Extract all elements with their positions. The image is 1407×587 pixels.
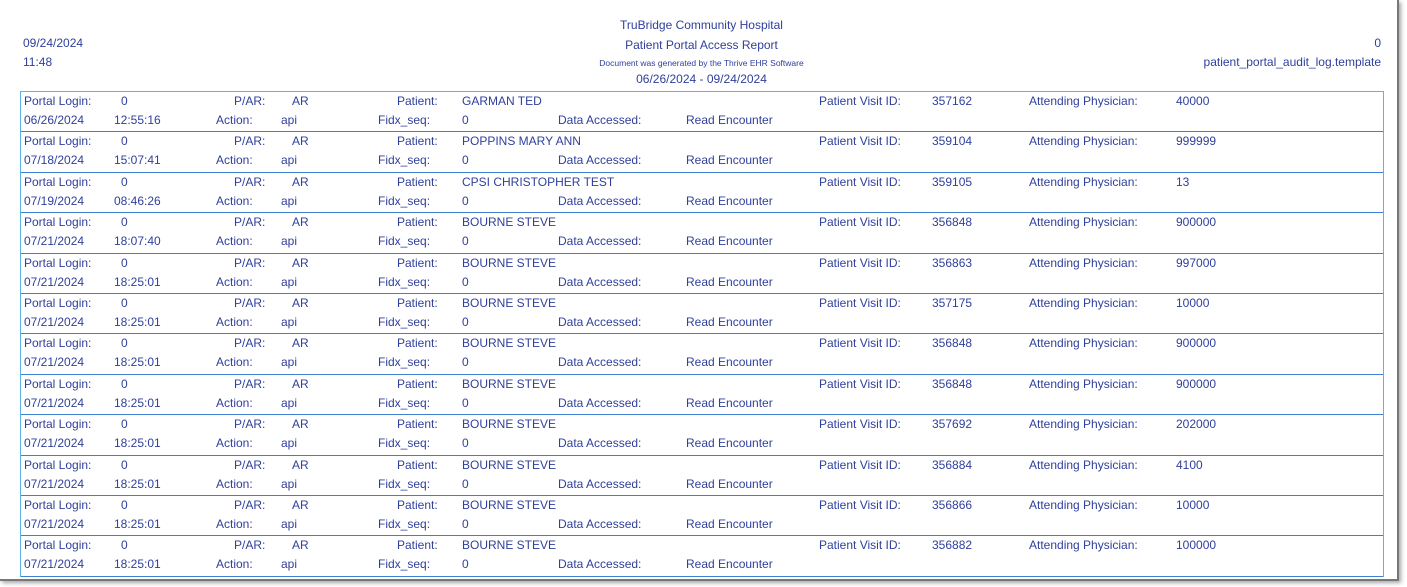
patient-label: Patient: xyxy=(397,215,438,230)
action-label: Action: xyxy=(216,395,253,410)
date-value: 07/21/2024 xyxy=(24,234,85,249)
patient-label: Patient: xyxy=(397,295,438,310)
data-accessed-label: Data Accessed: xyxy=(558,355,642,370)
par-label: P/AR: xyxy=(234,295,266,310)
par-label: P/AR: xyxy=(234,417,266,432)
data-accessed-value: Read Encounter xyxy=(686,153,773,168)
data-accessed-value: Read Encounter xyxy=(686,395,773,410)
par-value: AR xyxy=(292,295,309,310)
portal-login-value: 0 xyxy=(121,417,128,432)
fidx-seq-value: 0 xyxy=(462,234,469,249)
fidx-seq-value: 0 xyxy=(462,436,469,451)
data-accessed-value: Read Encounter xyxy=(686,436,773,451)
physician-value: 999999 xyxy=(1176,134,1217,149)
physician-value: 900000 xyxy=(1176,215,1217,230)
physician-value: 40000 xyxy=(1176,94,1210,108)
data-accessed-label: Data Accessed: xyxy=(558,193,642,208)
patient-label: Patient: xyxy=(397,174,438,189)
portal-login-label: Portal Login: xyxy=(24,457,92,472)
date-value: 07/19/2024 xyxy=(24,193,85,208)
fidx-seq-value: 0 xyxy=(462,516,469,531)
par-label: P/AR: xyxy=(234,255,266,270)
data-accessed-value: Read Encounter xyxy=(686,557,773,572)
data-accessed-label: Data Accessed: xyxy=(558,395,642,410)
visit-id-value: 356884 xyxy=(932,457,973,472)
fidx-seq-label: Fidx_seq: xyxy=(378,234,431,249)
print-time: 11:48 xyxy=(23,55,53,69)
visit-id-label: Patient Visit ID: xyxy=(819,295,901,310)
action-label: Action: xyxy=(216,355,253,370)
par-value: AR xyxy=(292,417,309,432)
action-value: api xyxy=(281,355,298,370)
date-range: 06/26/2024 - 09/24/2024 xyxy=(636,72,767,86)
time-value: 18:25:01 xyxy=(114,476,161,491)
portal-login-label: Portal Login: xyxy=(24,376,92,391)
par-label: P/AR: xyxy=(234,174,266,189)
action-value: api xyxy=(281,274,298,289)
data-accessed-label: Data Accessed: xyxy=(558,314,642,329)
portal-login-label: Portal Login: xyxy=(24,538,92,553)
patient-value: GARMAN TED xyxy=(462,94,542,108)
portal-login-value: 0 xyxy=(121,255,128,270)
action-label: Action: xyxy=(216,193,253,208)
par-value: AR xyxy=(292,538,309,553)
action-label: Action: xyxy=(216,234,253,249)
fidx-seq-label: Fidx_seq: xyxy=(378,436,431,451)
data-accessed-label: Data Accessed: xyxy=(558,153,642,168)
time-value: 18:25:01 xyxy=(114,516,161,531)
time-value: 18:07:40 xyxy=(114,234,161,249)
physician-value: 900000 xyxy=(1176,376,1217,391)
visit-id-value: 356882 xyxy=(932,538,973,553)
visit-id-value: 359105 xyxy=(932,174,973,189)
par-label: P/AR: xyxy=(234,134,266,149)
template-name: patient_portal_audit_log.template xyxy=(1203,55,1381,69)
physician-label: Attending Physician: xyxy=(1029,94,1138,108)
data-accessed-label: Data Accessed: xyxy=(558,113,642,127)
portal-login-label: Portal Login: xyxy=(24,134,92,149)
action-label: Action: xyxy=(216,557,253,572)
action-label: Action: xyxy=(216,153,253,168)
physician-label: Attending Physician: xyxy=(1029,215,1138,230)
date-value: 07/21/2024 xyxy=(24,516,85,531)
patient-value: BOURNE STEVE xyxy=(462,417,557,432)
fidx-seq-label: Fidx_seq: xyxy=(378,395,431,410)
time-value: 18:25:01 xyxy=(114,274,161,289)
portal-login-value: 0 xyxy=(121,94,128,108)
fidx-seq-label: Fidx_seq: xyxy=(378,193,431,208)
time-value: 08:46:26 xyxy=(114,193,161,208)
visit-id-value: 356866 xyxy=(932,497,973,512)
portal-login-label: Portal Login: xyxy=(24,215,92,230)
fidx-seq-label: Fidx_seq: xyxy=(378,476,431,491)
record-row xyxy=(21,92,1383,132)
date-value: 07/21/2024 xyxy=(24,557,85,572)
physician-value: 997000 xyxy=(1176,255,1217,270)
physician-value: 202000 xyxy=(1176,417,1217,432)
date-value: 07/18/2024 xyxy=(24,153,85,168)
patient-label: Patient: xyxy=(397,134,438,149)
fidx-seq-value: 0 xyxy=(462,355,469,370)
physician-value: 10000 xyxy=(1176,295,1210,310)
visit-id-label: Patient Visit ID: xyxy=(819,417,901,432)
patient-label: Patient: xyxy=(397,336,438,351)
patient-label: Patient: xyxy=(397,538,438,553)
patient-value: BOURNE STEVE xyxy=(462,376,557,391)
par-value: AR xyxy=(292,94,309,108)
hospital-name: TruBridge Community Hospital xyxy=(620,18,783,32)
physician-value: 4100 xyxy=(1176,457,1203,472)
fidx-seq-value: 0 xyxy=(462,395,469,410)
record-row xyxy=(21,334,1383,374)
action-value: api xyxy=(281,557,298,572)
patient-value: CPSI CHRISTOPHER TEST xyxy=(462,174,615,189)
page-number: 0 xyxy=(1374,36,1381,50)
action-value: api xyxy=(281,234,298,249)
data-accessed-label: Data Accessed: xyxy=(558,557,642,572)
action-label: Action: xyxy=(216,436,253,451)
data-accessed-label: Data Accessed: xyxy=(558,274,642,289)
date-value: 07/21/2024 xyxy=(24,274,85,289)
par-value: AR xyxy=(292,255,309,270)
visit-id-value: 357692 xyxy=(932,417,973,432)
portal-login-value: 0 xyxy=(121,174,128,189)
record-row xyxy=(21,213,1383,253)
action-label: Action: xyxy=(216,314,253,329)
date-value: 07/21/2024 xyxy=(24,476,85,491)
visit-id-value: 356848 xyxy=(932,215,973,230)
patient-value: BOURNE STEVE xyxy=(462,497,557,512)
visit-id-value: 356863 xyxy=(932,255,973,270)
data-accessed-label: Data Accessed: xyxy=(558,436,642,451)
fidx-seq-value: 0 xyxy=(462,153,469,168)
fidx-seq-label: Fidx_seq: xyxy=(378,153,431,168)
fidx-seq-value: 0 xyxy=(462,113,469,127)
portal-login-label: Portal Login: xyxy=(24,94,92,108)
record-row xyxy=(21,536,1383,576)
patient-label: Patient: xyxy=(397,255,438,270)
date-value: 07/21/2024 xyxy=(24,395,85,410)
data-accessed-value: Read Encounter xyxy=(686,355,773,370)
par-value: AR xyxy=(292,174,309,189)
physician-value: 10000 xyxy=(1176,497,1210,512)
fidx-seq-value: 0 xyxy=(462,557,469,572)
record-row xyxy=(21,375,1383,415)
record-row xyxy=(21,254,1383,294)
record-row xyxy=(21,173,1383,213)
visit-id-value: 357162 xyxy=(932,94,973,108)
time-value: 18:25:01 xyxy=(114,355,161,370)
data-accessed-value: Read Encounter xyxy=(686,314,773,329)
action-value: api xyxy=(281,516,298,531)
physician-label: Attending Physician: xyxy=(1029,538,1138,553)
data-accessed-value: Read Encounter xyxy=(686,516,773,531)
time-value: 18:25:01 xyxy=(114,436,161,451)
fidx-seq-value: 0 xyxy=(462,314,469,329)
physician-label: Attending Physician: xyxy=(1029,336,1138,351)
patient-value: BOURNE STEVE xyxy=(462,255,557,270)
par-label: P/AR: xyxy=(234,538,266,553)
physician-value: 13 xyxy=(1176,174,1190,189)
time-value: 18:25:01 xyxy=(114,314,161,329)
par-label: P/AR: xyxy=(234,457,266,472)
par-label: P/AR: xyxy=(234,336,266,351)
physician-label: Attending Physician: xyxy=(1029,134,1138,149)
fidx-seq-label: Fidx_seq: xyxy=(378,274,431,289)
fidx-seq-label: Fidx_seq: xyxy=(378,516,431,531)
data-accessed-value: Read Encounter xyxy=(686,476,773,491)
par-label: P/AR: xyxy=(234,94,266,108)
fidx-seq-label: Fidx_seq: xyxy=(378,557,431,572)
generated-by: Document was generated by the Thrive EHR Software xyxy=(599,58,804,68)
time-value: 18:25:01 xyxy=(114,395,161,410)
action-value: api xyxy=(281,314,298,329)
portal-login-value: 0 xyxy=(121,134,128,149)
patient-label: Patient: xyxy=(397,497,438,512)
action-value: api xyxy=(281,436,298,451)
action-value: api xyxy=(281,193,298,208)
patient-label: Patient: xyxy=(397,94,438,108)
par-value: AR xyxy=(292,336,309,351)
visit-id-label: Patient Visit ID: xyxy=(819,336,901,351)
physician-label: Attending Physician: xyxy=(1029,417,1138,432)
portal-login-value: 0 xyxy=(121,295,128,310)
patient-value: BOURNE STEVE xyxy=(462,215,557,230)
fidx-seq-label: Fidx_seq: xyxy=(378,113,431,127)
visit-id-label: Patient Visit ID: xyxy=(819,215,901,230)
fidx-seq-value: 0 xyxy=(462,193,469,208)
data-accessed-label: Data Accessed: xyxy=(558,476,642,491)
visit-id-label: Patient Visit ID: xyxy=(819,134,901,149)
action-value: api xyxy=(281,153,298,168)
time-value: 12:55:16 xyxy=(114,113,161,127)
action-value: api xyxy=(281,395,298,410)
date-value: 06/26/2024 xyxy=(24,113,85,127)
portal-login-label: Portal Login: xyxy=(24,255,92,270)
record-row xyxy=(21,456,1383,496)
fidx-seq-label: Fidx_seq: xyxy=(378,355,431,370)
data-accessed-value: Read Encounter xyxy=(686,113,773,127)
physician-label: Attending Physician: xyxy=(1029,295,1138,310)
record-row xyxy=(21,294,1383,334)
visit-id-label: Patient Visit ID: xyxy=(819,457,901,472)
fidx-seq-label: Fidx_seq: xyxy=(378,314,431,329)
action-value: api xyxy=(281,476,298,491)
record-row xyxy=(21,415,1383,455)
par-value: AR xyxy=(292,215,309,230)
time-value: 15:07:41 xyxy=(114,153,161,168)
patient-value: BOURNE STEVE xyxy=(462,336,557,351)
visit-id-value: 356848 xyxy=(932,336,973,351)
report-title: Patient Portal Access Report xyxy=(625,38,778,52)
record-row xyxy=(21,496,1383,536)
par-label: P/AR: xyxy=(234,376,266,391)
physician-label: Attending Physician: xyxy=(1029,255,1138,270)
action-label: Action: xyxy=(216,476,253,491)
physician-label: Attending Physician: xyxy=(1029,497,1138,512)
data-accessed-value: Read Encounter xyxy=(686,274,773,289)
portal-login-value: 0 xyxy=(121,457,128,472)
portal-login-label: Portal Login: xyxy=(24,295,92,310)
portal-login-value: 0 xyxy=(121,215,128,230)
patient-label: Patient: xyxy=(397,417,438,432)
data-accessed-value: Read Encounter xyxy=(686,193,773,208)
par-label: P/AR: xyxy=(234,215,266,230)
par-value: AR xyxy=(292,134,309,149)
portal-login-label: Portal Login: xyxy=(24,497,92,512)
portal-login-label: Portal Login: xyxy=(24,174,92,189)
data-accessed-label: Data Accessed: xyxy=(558,234,642,249)
par-label: P/AR: xyxy=(234,497,266,512)
visit-id-label: Patient Visit ID: xyxy=(819,376,901,391)
visit-id-value: 359104 xyxy=(932,134,973,149)
physician-value: 900000 xyxy=(1176,336,1217,351)
portal-login-value: 0 xyxy=(121,538,128,553)
portal-login-value: 0 xyxy=(121,497,128,512)
visit-id-label: Patient Visit ID: xyxy=(819,538,901,553)
physician-label: Attending Physician: xyxy=(1029,376,1138,391)
patient-value: BOURNE STEVE xyxy=(462,295,557,310)
data-accessed-label: Data Accessed: xyxy=(558,516,642,531)
par-value: AR xyxy=(292,497,309,512)
date-value: 07/21/2024 xyxy=(24,436,85,451)
date-value: 07/21/2024 xyxy=(24,314,85,329)
time-value: 18:25:01 xyxy=(114,557,161,572)
action-label: Action: xyxy=(216,113,253,127)
action-label: Action: xyxy=(216,274,253,289)
patient-value: POPPINS MARY ANN xyxy=(462,134,581,149)
print-date: 09/24/2024 xyxy=(23,36,84,50)
patient-label: Patient: xyxy=(397,457,438,472)
record-row xyxy=(21,132,1383,172)
data-accessed-value: Read Encounter xyxy=(686,234,773,249)
fidx-seq-value: 0 xyxy=(462,274,469,289)
portal-login-value: 0 xyxy=(121,376,128,391)
physician-value: 100000 xyxy=(1176,538,1217,553)
par-value: AR xyxy=(292,376,309,391)
date-value: 07/21/2024 xyxy=(24,355,85,370)
action-value: api xyxy=(281,113,298,127)
records-list xyxy=(20,91,1384,577)
fidx-seq-value: 0 xyxy=(462,476,469,491)
physician-label: Attending Physician: xyxy=(1029,174,1138,189)
visit-id-label: Patient Visit ID: xyxy=(819,174,901,189)
visit-id-value: 357175 xyxy=(932,295,973,310)
visit-id-value: 356848 xyxy=(932,376,973,391)
portal-login-label: Portal Login: xyxy=(24,417,92,432)
physician-label: Attending Physician: xyxy=(1029,457,1138,472)
patient-value: BOURNE STEVE xyxy=(462,538,557,553)
portal-login-value: 0 xyxy=(121,336,128,351)
patient-label: Patient: xyxy=(397,376,438,391)
visit-id-label: Patient Visit ID: xyxy=(819,94,901,108)
patient-value: BOURNE STEVE xyxy=(462,457,557,472)
par-value: AR xyxy=(292,457,309,472)
portal-login-label: Portal Login: xyxy=(24,336,92,351)
visit-id-label: Patient Visit ID: xyxy=(819,255,901,270)
visit-id-label: Patient Visit ID: xyxy=(819,497,901,512)
action-label: Action: xyxy=(216,516,253,531)
